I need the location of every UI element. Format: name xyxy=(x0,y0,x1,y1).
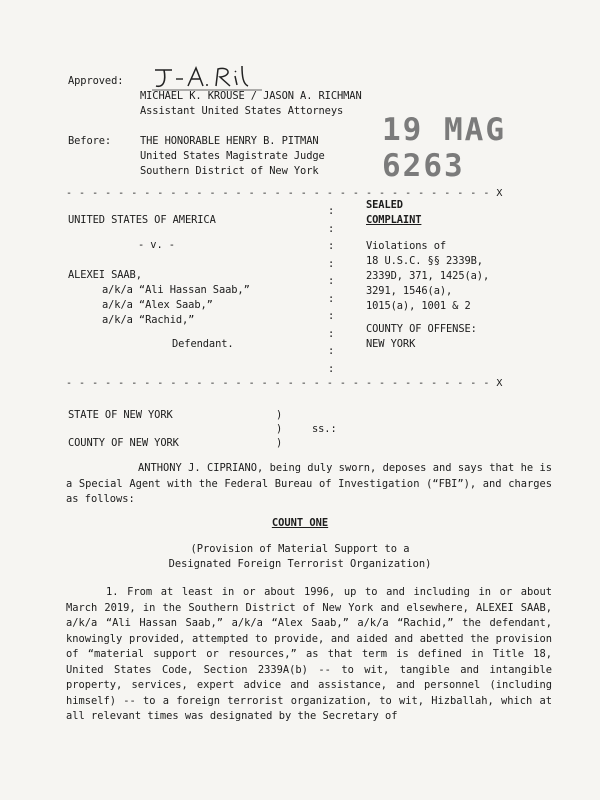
caption-rule-bottom: - - - - - - - - - - - - - - - - - - - - - - - - - - - - - - - - - X xyxy=(66,378,503,389)
caption-defendant-label: Defendant. xyxy=(172,338,234,350)
signature xyxy=(150,62,270,92)
caption-aka-2: a/k/a “Alex Saab,” xyxy=(102,299,213,311)
sealed-label: SEALED xyxy=(366,199,403,211)
county-of-offense-label: COUNTY OF OFFENSE: xyxy=(366,323,477,335)
caption-defendant-name: ALEXEI SAAB, xyxy=(68,269,142,281)
venue-state: STATE OF NEW YORK xyxy=(68,409,173,421)
caption-plaintiff: UNITED STATES OF AMERICA xyxy=(68,214,216,226)
judge-name: THE HONORABLE HENRY B. PITMAN xyxy=(140,135,319,147)
approved-names: MICHAEL K. KROUSE / JASON A. RICHMAN xyxy=(140,90,362,102)
paragraph-1: 1. From at least in or about 1996, up to and including in or about March 2019, in the Southern District of New York and elsewhere, ALEXEI SAAB, a/k/a “Ali Hassan Saab,” a/k/a “Alex Saab,” a/k/a “Rachid,” the defendant, knowingly provided, attempted to provide, and aided and abetted the provision of “material support or resources,” as that term is defined in Title 18, United States Code, Section 2339A(b) -- to wit, tangible and intangible property, services, expert advice and assistance, and personnel (including himself) -- to a foreign terrorist organization, to wit, Hizballah, which at all relevant times was designated by the Secretary of xyxy=(66,586,552,722)
violations-line-4: 3291, 1546(a), xyxy=(366,285,453,297)
venue-parens: ) ) ) xyxy=(276,409,283,449)
complaint-label: COMPLAINT xyxy=(366,214,422,226)
intro-paragraph: ANTHONY J. CIPRIANO, being duly sworn, deposes and says that he is a Special Agent with the Federal Bureau of Investigation (“FBI”), and charges as follows: xyxy=(66,462,552,505)
count-subtitle-2: Designated Foreign Terrorist Organization) xyxy=(168,558,432,570)
docket-stamp: 19 MAG 6263 xyxy=(382,112,506,184)
venue-ss: ss.: xyxy=(312,423,337,435)
violations-line-2: 18 U.S.C. §§ 2339B, xyxy=(366,255,483,267)
caption-aka-3: a/k/a “Rachid,” xyxy=(102,314,195,326)
violations-line-3: 2339D, 371, 1425(a), xyxy=(366,270,490,282)
caption-rule-top: - - - - - - - - - - - - - - - - - - - - - - - - - - - - - - - - - X xyxy=(66,188,503,199)
approved-title: Assistant United States Attorneys xyxy=(140,105,344,117)
count-title: COUNT ONE xyxy=(271,517,329,529)
county-of-offense-value: NEW YORK xyxy=(366,338,416,350)
count-subtitle-1: (Provision of Material Support to a xyxy=(190,543,410,555)
violations-line-1: Violations of xyxy=(366,240,447,252)
approved-label: Approved: xyxy=(68,75,124,87)
caption-versus: - v. - xyxy=(138,239,175,251)
caption-aka-1: a/k/a “Ali Hassan Saab,” xyxy=(102,284,250,296)
violations-line-5: 1015(a), 1001 & 2 xyxy=(366,300,471,312)
caption-colon-column: : : : : : : : : : : xyxy=(328,205,335,375)
before-label: Before: xyxy=(68,135,112,147)
judge-district: Southern District of New York xyxy=(140,165,319,177)
judge-title: United States Magistrate Judge xyxy=(140,150,325,162)
venue-county: COUNTY OF NEW YORK xyxy=(68,437,179,449)
